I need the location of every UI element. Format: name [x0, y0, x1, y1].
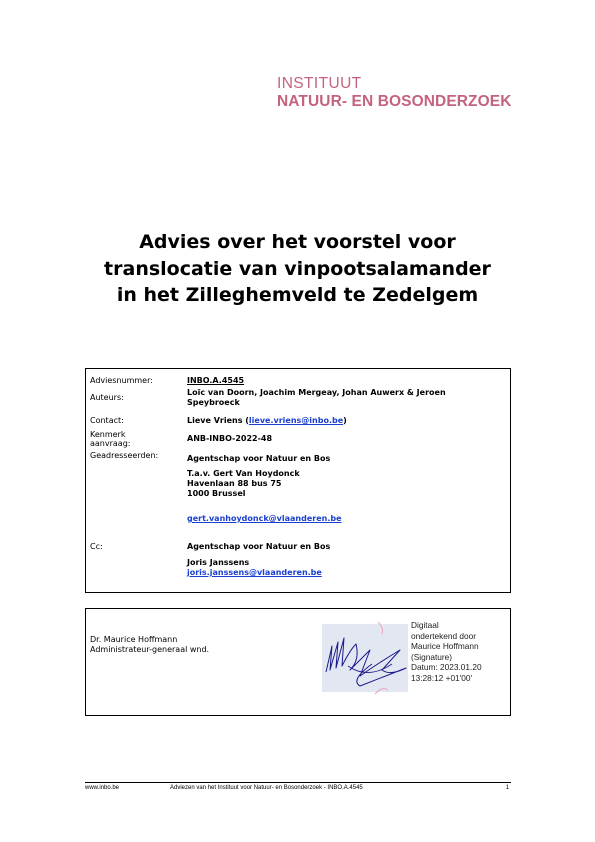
- geadresseerden-street: Havenlaan 88 bus 75: [187, 479, 282, 488]
- kenmerk-value: ANB-INBO-2022-48: [187, 434, 273, 443]
- contact-value: [187, 416, 347, 426]
- signatory-name: Dr. Maurice Hoffmann: [90, 635, 178, 644]
- digital-line-4: (Signature): [411, 651, 453, 662]
- cc-name: Joris Janssens: [187, 558, 250, 567]
- digital-line-2: ondertekend door: [411, 630, 477, 641]
- footer-page-number: 1: [505, 785, 509, 791]
- signatory-role: Administrateur-generaal wnd.: [90, 644, 210, 654]
- digital-line-5: Datum: 2023.01.20: [411, 662, 482, 673]
- auteurs-label: Auteurs:: [90, 393, 124, 402]
- geadresseerden-tav: T.a.v. Gert Van Hoydonck: [187, 469, 300, 478]
- auteurs-line-2: Speybroeck: [187, 398, 240, 407]
- kenmerk-label-1: Kenmerk: [90, 430, 126, 439]
- contact-name: Lieve Vriens (: [187, 416, 249, 425]
- auteurs-line-1: Loïc van Doorn, Joachim Mergeay, Johan Auwerx & Jeroen: [187, 388, 446, 397]
- kenmerk-label-2: aanvraag:: [90, 439, 131, 448]
- info-box: [85, 368, 511, 593]
- geadresseerden-label: Geadresseerden:: [90, 451, 159, 460]
- inbo-logo: [277, 76, 512, 109]
- signatory: [90, 635, 209, 654]
- digital-line-6: 13:28:12 +01'00': [411, 672, 473, 683]
- cc-label: Cc:: [90, 542, 103, 551]
- handwritten-signature: [320, 620, 420, 700]
- contact-email-link[interactable]: lieve.vriens@inbo.be: [248, 416, 344, 425]
- contact-close: ): [343, 416, 347, 425]
- digital-line-3: Maurice Hoffmann: [411, 641, 479, 652]
- footer-website: www.inbo.be: [85, 785, 120, 791]
- geadresseerden-org: Agentschap voor Natuur en Bos: [187, 454, 331, 463]
- title-line-1: Advies over het voorstel voor: [139, 231, 456, 253]
- geadresseerden-city: 1000 Brussel: [187, 489, 246, 498]
- logo-line-2: NATUUR- EN BOSONDERZOEK: [277, 92, 512, 110]
- title-line-2: translocatie van vinpootsalamander: [104, 257, 491, 280]
- digital-signature-info: [411, 620, 482, 684]
- page-footer: [85, 782, 511, 793]
- advies-label: Adviesnummer:: [90, 376, 153, 385]
- document-title: [60, 229, 535, 309]
- geadresseerden-email-link[interactable]: gert.vanhoydonck@vlaanderen.be: [187, 514, 342, 523]
- contact-label: Contact:: [90, 416, 124, 425]
- advies-number: INBO.A.4545: [187, 376, 245, 385]
- title-line-3: in het Zilleghemveld te Zedelgem: [116, 284, 479, 306]
- footer-center-text: Adviezen van het Instituut voor Natuur- en Bosonderzoek - INBO.A.4545: [170, 785, 363, 791]
- cc-org: Agentschap voor Natuur en Bos: [187, 542, 331, 551]
- digital-line-1: Digitaal: [411, 620, 439, 630]
- cc-email-link[interactable]: joris.janssens@vlaanderen.be: [187, 568, 322, 577]
- logo-line-1: INSTITUUT: [277, 75, 362, 92]
